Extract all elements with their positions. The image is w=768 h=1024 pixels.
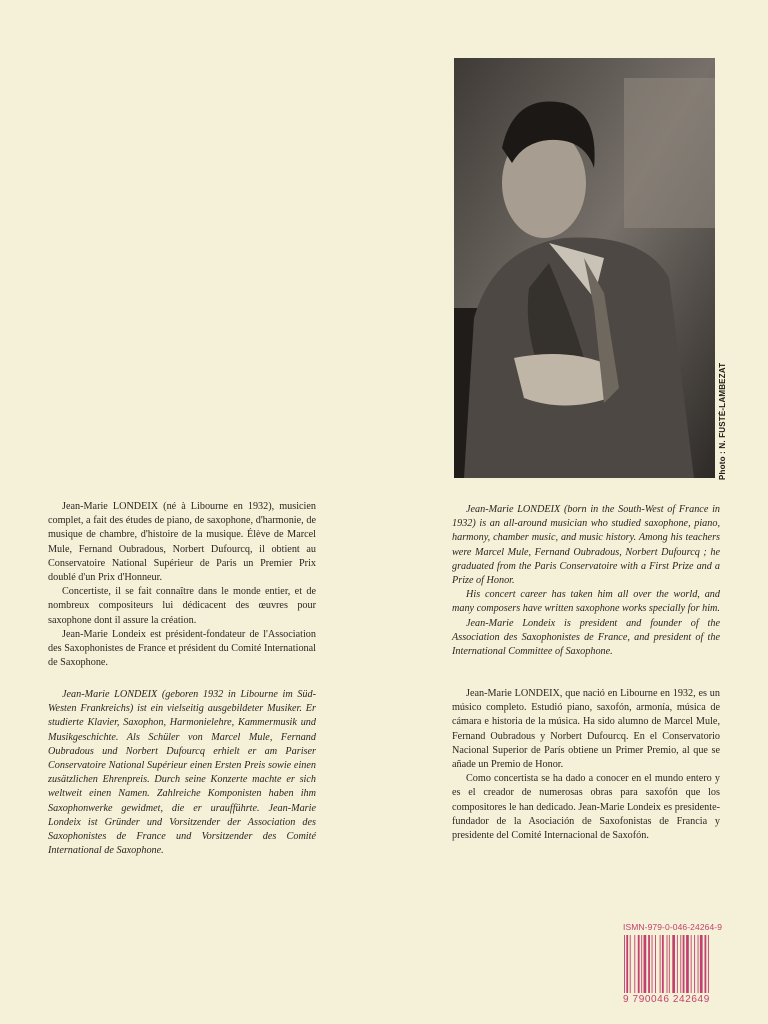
ismn-label: ISMN-979-0-046-24264-9 — [623, 922, 723, 932]
portrait-photo — [454, 58, 715, 478]
biography-english — [452, 503, 720, 659]
bio-fr-paragraph-1: Jean-Marie LONDEIX (né à Libourne en 1932), musicien complet, a fait des études de piano, de saxophone, d'harmonie, de musique de chambre, d'histoire de la musique. Élève de Marcel Mule, Fernand Oubradous, Norbert Dufourcq, il obtient au Conservatoire National Supérieur de Paris un Premier Prix doublé d'un Prix d'Honneur. — [48, 501, 316, 584]
bio-fr-paragraph-3: Jean-Marie Londeix est président-fondateur de l'Association des Saxophonistes de France et président du Comité International de Saxophone. — [48, 628, 316, 669]
bio-es-paragraph-2: Como concertista se ha dado a conocer en el mundo entero y es el creador de numerosas obras para saxofón que los compositores le han dedicado. Jean-Marie Londeix es presidente-fundador de la Asociación de Saxofonistas de Francia y presidente del Comité Internacional de Saxofón. — [452, 773, 720, 842]
portrait-illustration — [454, 58, 715, 478]
barcode-number: 9 790046 242649 — [623, 994, 710, 1005]
biography-german — [48, 688, 316, 858]
biography-spanish — [452, 687, 720, 843]
bio-en-paragraph-2: His concert career has taken him all over the world, and many composers have written saxophone works specially for him. — [452, 589, 720, 615]
barcode-bars — [623, 935, 741, 993]
photo-credit: Photo : N. FUSTÉ-LAMBEZAT — [718, 362, 727, 480]
bio-fr-paragraph-2: Concertiste, il se fait connaître dans le monde entier, et de nombreux compositeurs lui dédicacent des œuvres pour saxophone dont il assure la création. — [48, 586, 316, 626]
barcode-block — [623, 922, 743, 1017]
bio-en-paragraph-3: Jean-Marie Londeix is president and founder of the Association des Saxophonistes de France, and president of the International Committee of Saxophone. — [452, 617, 720, 658]
bio-en-paragraph-1: Jean-Marie LONDEIX (born in the South-West of France in 1932) is an all-around musician who studied saxophone, piano, harmony, chamber music, and music history. Among his teachers were Marcel Mule, Fernand Oubradous, Norbert Dufourcq ; he graduated from the Paris Conservatoire with a First Prize and a Prize of Honor. — [452, 504, 720, 587]
bio-es-paragraph-1: Jean-Marie LONDEIX, que nació en Libourne en 1932, es un músico completo. Estudió piano, saxofón, armonía, música de cámara e historia de la música. Ha sido alumno de Marcel Mule, Fernand Oubradous y Norbert Dufourcq. En el Conservatorio Nacional Superior de París obtiene un Primer Premio, al que se añade un Premio de Honor. — [452, 688, 720, 771]
bio-de-paragraph-1: Jean-Marie LONDEIX (geboren 1932 in Libourne im Süd-Westen Frankreichs) ist ein vielseitig ausgebildeter Musiker. Er studierte Klavier, Saxophon, Harmonielehre, Kammermusik und Musikgeschichte. Als Schüler von Marcel Mule, Fernand Oubradous und Norbert Dufourcq erhielt er am Pariser Conservatoire National Supérieur einen Ersten Preis sowie einen zusätzlichen Ehrenpreis. Durch seine Konzerte machte er sich weltweit einen Namen. Zahlreiche Komponisten haben ihm Saxophonwerke gewidmet, die er uraufführte. Jean-Marie Londeix ist Gründer und Vorsitzender der Association des Saxophonistes de France und Vorsitzender des Comité International de Saxophone. — [48, 689, 316, 857]
biography-french — [48, 500, 316, 670]
